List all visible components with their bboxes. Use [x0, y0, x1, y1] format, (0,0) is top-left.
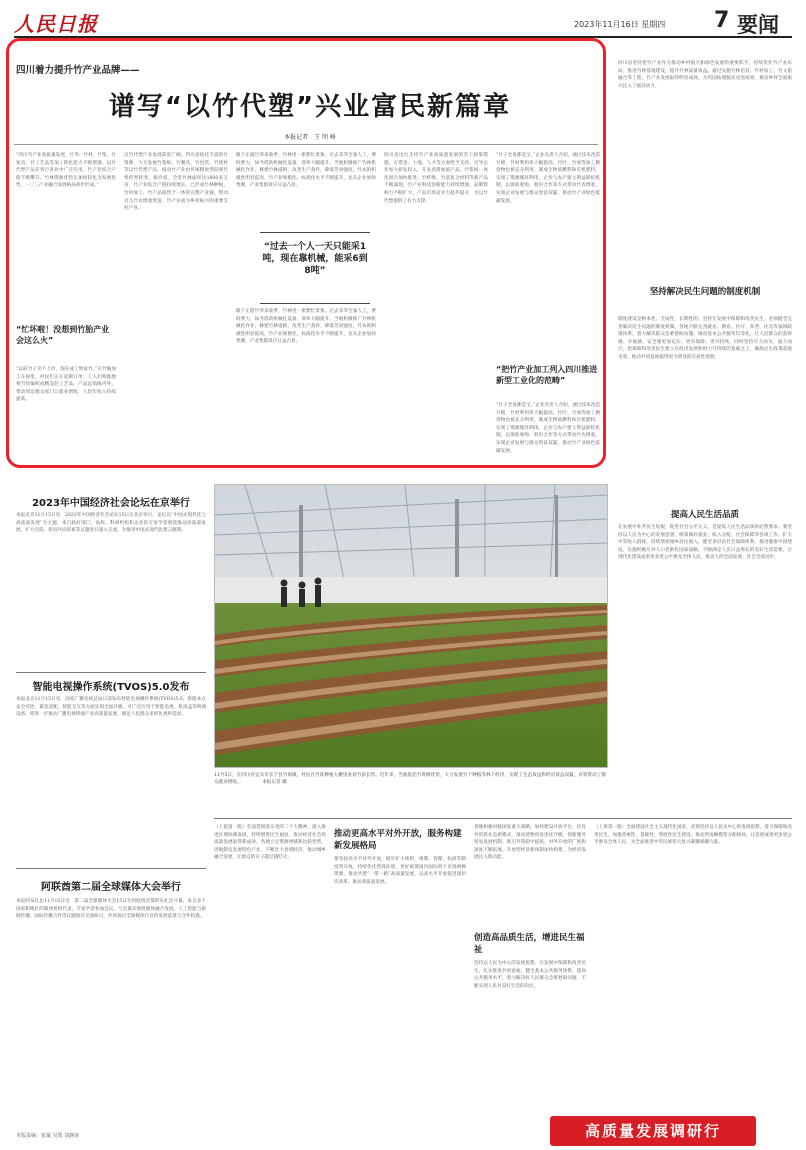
editor-credit: 本版责编：崔斌 吴凯 刘静涛: [16, 1133, 80, 1139]
lead-body-col1a: “四川竹产业高质量发展，竹笋、竹材、竹浆、竹家具、竹工艺品等加工转化能力不断增强，以竹代塑产品在各行各业中广泛应用，竹产业综合产值不断攀升，竹林资源优势正加快转化为发展优势，一二三产业融合发展格局初步形成。”: [16, 153, 116, 189]
left-body-1: 本报北京11月15日电 2023年中国经济社会论坛15日在北京举行。论坛以“中国式现代化与高质量发展”为主题，来自政府部门、高校、科研机构和企业的专家学者围绕推动高质量发展、扩大内需、促进共同富裕等议题进行深入交流，为推进中国式现代化建言献策。: [16, 513, 206, 534]
bottom-col-1: （上接第一版）全面贯彻落实党的二十大精神，深入推进区域协调发展，持续增进民生福祉，推动经济社会高质量发展取得新成效。各地立足资源禀赋和比较优势，因地制宜发展特色产业，不断壮大县域经济，推动城乡融合发展，让群众的日子越过越红火。: [214, 825, 326, 861]
greenhouse-illustration: [215, 485, 607, 767]
left-headline-1[interactable]: 2023年中国经济社会论坛在京举行: [32, 498, 190, 509]
page-number: 7: [714, 8, 730, 33]
right-column-top: 四川省坚持把竹产业作为推动乡村振兴和绿色发展的重要抓手，持续优化竹产业布局，推进竹林基地建设，提升竹林质量效益。通过实施竹林培育、竹材加工、竹文旅融合等工程，竹产业发展取得明显成效，为巩固拓展脱贫攻坚成果、推动乡村全面振兴注入了强劲动力。: [618, 61, 792, 89]
lead-body-col5-bottom: “竹子全身都是宝。”企业负责人介绍，通过技术改造升级，竹材利用率大幅提高，竹叶、竹屑等加工剩余物也被充分利用，制成生物质燃料和有机肥料，实现了资源循环利用。企业与农户建立利益联结机制，以保底收购、股份合作等方式带动竹农增收，实现企业发展与群众致富双赢，推动竹产业绿色低碳发展。: [496, 403, 600, 454]
pull-quote: [260, 232, 370, 304]
bottom-col-2: 要坚持高水平对外开放，稳步扩大规则、规制、管理、标准等制度型开放，持续优化营商环境，更好统筹国内国际两个市场两种资源，推动共建“一带一路”高质量发展，以高水平开放促进深层次改革、推动高质量发展。: [334, 857, 466, 885]
left-body-2: 本报北京11月15日电 国家广播电视总局日前发布智能电视操作系统(TVOS)5.0。新版本在安全可控、兼容适配、智能交互等方面实现全面升级，可广泛应用于智能电视、机顶盒等终端设备，将进一步推动广播电视终端产业高质量发展，满足人民群众多样化视听需求。: [16, 697, 206, 718]
newspaper-logo: 人民日报: [14, 12, 98, 36]
bottom-subhead-1: 推动更高水平对外开放，服务构建新发展格局: [334, 829, 462, 851]
left-body-3: 本报阿布扎比11月15日电 第二届全球媒体大会15日在阿联酋首都阿布扎比开幕，来自多个国家和地区的媒体机构代表、专家学者参加会议。与会嘉宾围绕媒体融合发展、人工智能与新闻传播、国际传播合作等议题展开交流研讨，共同探讨全球媒体行业的发展前景与合作机遇。: [16, 899, 206, 920]
lead-headline[interactable]: 谱写“以竹代塑”兴业富民新篇章: [108, 92, 512, 122]
bottom-subhead-2: 创造高品质生活，增进民生福祉: [474, 933, 585, 955]
bottom-divider: [214, 818, 792, 819]
right-column-bottom: 在发展中补齐民生短板，促进社会公平正义，是提高人民生活品质的必然要求。要坚持以人民为中心的发展思想，统筹做好就业、收入分配、社会保障等各项工作，扩大中等收入群体，持续增加城乡居民收入，健全多层次社会保障体系，推进健康中国建设，实施积极应对人口老龄化国家战略，不断满足人民日益增长的美好生活需要，让现代化建设成果更多更公平惠及全体人民，推动人的全面发展、社会全面进步。: [618, 525, 792, 561]
lead-body-col2: 以竹代塑产业发展前景广阔。四川省依托丰富的竹资源，大力发展竹浆纸、竹餐具、竹包装、竹建材等以竹代塑产品，推动竹产业由传统粗放型向现代集约型转变。据介绍，全省竹林面积达1800多万亩，竹产业综合产值持续增长，已形成竹林种植、竹材加工、竹产品销售于一体的完整产业链，带动百万竹农增收致富，竹产业成为乡村振兴的重要支柱产业。: [124, 153, 228, 212]
lead-subhead-2: “把竹产业加工列入四川推进新型工业化的范畴”: [496, 365, 598, 385]
bottom-col-5: （上接第一版）全面建设社会主义现代化国家，必须坚持以人民为中心的发展思想，着力保障和改善民生，加强普惠性、基础性、兜底性民生建设，推动形成橄榄型分配格局，让发展成果更多更公平惠及全体人民，为全面推进中华民族伟大复兴凝聚磅礴力量。: [594, 825, 792, 846]
publication-date: 2023年11月16日 星期四: [574, 20, 666, 29]
lead-body-col3-bottom: 眼下正值竹笋采收季，竹林里一派繁忙景象。过去采笋全靠人工，费时费力，如今借助机械化设备，效率大幅提升。当地积极推广竹林机械化作业，修建竹林道路，改善生产条件，降低劳动强度，竹农的积极性明显提高，竹产业规模化、标准化水平不断提升，龙头企业加快集聚，产业集群效应日益凸显。: [236, 309, 376, 345]
bottom-col-3: 各地积极对接国家重大战略，加快建设开放平台，培育外贸新业态新模式，推动货物贸易优化升级，创新服务贸易发展机制，吸引外资稳中提质，对外开放的广度和深度不断拓展，开放型经济新体制加快构建，为经济发展注入新动能。: [474, 825, 586, 861]
lead-body-col5-top: “竹子全身都是宝。”企业负责人介绍，通过技术改造升级，竹材利用率大幅提高，竹叶、竹屑等加工剩余物也被充分利用，制成生物质燃料和有机肥料，实现了资源循环利用。企业与农户建立利益联结机制，以保底收购、股份合作等方式带动竹农增收，实现企业发展与群众致富双赢，推动竹产业绿色低碳发展。: [496, 153, 600, 204]
left-divider-1: [16, 672, 206, 673]
left-headline-3[interactable]: 阿联酋第二届全球媒体大会举行: [41, 882, 181, 893]
masthead: [14, 6, 792, 38]
lead-subhead-1: “忙坏啦！没想到竹胎产业会这么火”: [16, 325, 110, 345]
lead-body-col3-top: 眼下正值竹笋采收季，竹林里一派繁忙景象。过去采笋全靠人工，费时费力，如今借助机械化设备，效率大幅提升。当地积极推广竹林机械化作业，修建竹林道路，改善生产条件，降低劳动强度，竹农的积极性明显提高，竹产业规模化、标准化水平不断提升，龙头企业加快集聚，产业集群效应日益凸显。: [236, 153, 376, 189]
series-banner[interactable]: 高质量发展调研行: [550, 1116, 756, 1146]
lead-divider: [14, 144, 598, 145]
left-divider-2: [16, 868, 206, 869]
lead-body-col1b: “以前竹子卖不上价，现在成了致富竹。”在竹编加工车间里，村民们正在赶制订单，工人们熟练地将竹丝编织成精美的工艺品，产品远销海内外，带动周边群众家门口就业增收，人均年收入持续提高。: [16, 367, 116, 403]
lead-byline: 本报记者 王 明 峰: [284, 134, 336, 141]
left-headline-2[interactable]: 智能电视操作系统(TVOS)5.0发布: [32, 682, 190, 693]
bottom-col-4: 坚持以人民为中心的发展思想，在发展中保障和改善民生，扎实推进共同富裕，健全基本公共服务体系，提高公共服务水平，着力解决好人民群众急难愁盼问题，不断实现人民对美好生活的向往。: [474, 961, 586, 989]
pull-quote-text: “过去一个人一天只能采1吨，现在靠机械，能采6到8吨”: [262, 242, 368, 276]
news-photo[interactable]: [214, 484, 608, 768]
lead-body-col4: 四川省出台支持竹产业高质量发展的若干政策措施，在资金、土地、人才等方面给予支持，引导企业加大研发投入，开发高附加值产品。竹浆纸一体化项目加快推进，竹纤维、竹基复合材料等新产品不断涌现，竹产业科技创新能力持续增强，品牌影响力不断扩大，产品市场竞争力稳步提升，为以竹代塑提供了有力支撑。: [384, 153, 488, 204]
photo-caption: 11月5日，在四川省宜宾市长宁县竹海镇，村民在竹荪种植大棚里查看竹荪长势。近年来，当地依托竹资源优势，大力发展竹下种植等林下经济，实现了生态效益和经济效益双赢，有效带动了群众就业增收。 本报记者 摄: [214, 773, 606, 786]
right-column-middle: 制度建设是根本性、全局性、长期性的。坚持在发展中保障和改善民生，必须健全完善解决民生问题的制度机制。各地不断完善就业、教育、医疗、养老、住房等领域政策体系，着力解决群众急难愁盼问题，推动基本公共服务均等化，让人民群众的获得感、幸福感、安全感更加充实、更有保障、更可持续。同时坚持尽力而为、量力而行，把保障和改善民生建立在经济发展和财力可持续的基础之上，确保民生政策落地见效，推动共同富裕取得更为明显的实质性进展。: [618, 317, 792, 360]
right-subhead-2: 提高人民生活品质: [670, 510, 739, 520]
page-section-label: 要闻: [737, 13, 779, 37]
right-subhead-1: 坚持解决民生问题的制度机制: [649, 287, 761, 297]
lead-kicker: 四川着力提升竹产业品牌——: [16, 65, 140, 76]
